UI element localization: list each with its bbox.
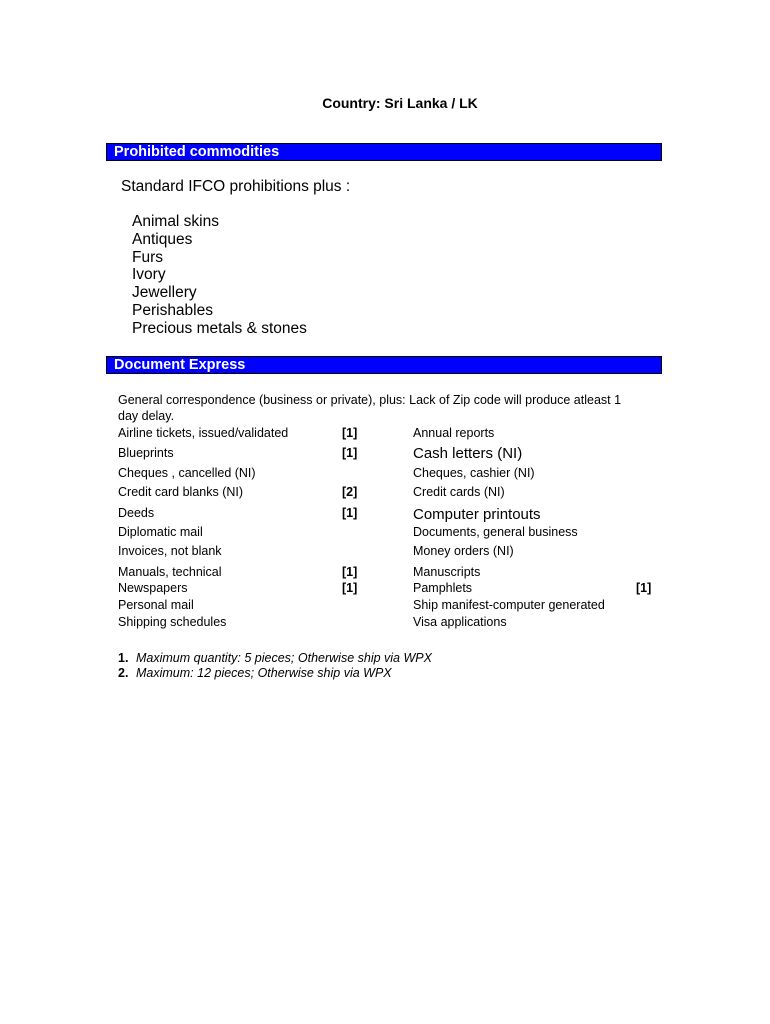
left-item-label: Shipping schedules (118, 615, 227, 629)
list-item: Furs (132, 248, 163, 266)
left-item-label: Deeds (118, 506, 155, 520)
footnote-number: 2. (118, 666, 129, 680)
right-item-label: Cheques, cashier (NI) (413, 466, 535, 480)
left-item-note: [1] (342, 446, 358, 460)
right-item-label: Manuscripts (413, 565, 481, 579)
left-item-label: Blueprints (118, 446, 174, 460)
footnote-text: Maximum: 12 pieces; Otherwise ship via WPX (136, 666, 392, 680)
prohibited-list (132, 213, 307, 338)
page-title: Country: Sri Lanka / LK (322, 95, 478, 111)
left-item-note: [1] (342, 565, 358, 579)
left-item-label: Credit card blanks (NI) (118, 485, 244, 499)
list-item: Jewellery (132, 284, 197, 302)
right-item-label: Computer printouts (413, 506, 541, 523)
left-item-label: Newspapers (118, 581, 188, 595)
prohibited-commodities-heading: Prohibited commodities (106, 143, 662, 161)
left-item-note: [1] (342, 506, 358, 520)
footnote-2 (118, 666, 392, 680)
right-item-label: Cash letters (NI) (413, 445, 523, 462)
document-express-heading: Document Express (106, 356, 662, 374)
list-item: Perishables (132, 301, 213, 319)
left-item-label: Diplomatic mail (118, 525, 203, 539)
left-item-note: [1] (342, 581, 358, 595)
left-item-note: [2] (342, 485, 358, 499)
list-item: Precious metals & stones (132, 319, 307, 337)
right-item-label: Annual reports (413, 426, 495, 440)
general-correspondence-note: General correspondence (business or private), plus: Lack of Zip code will produce atleast 1 day delay. (118, 393, 622, 423)
right-item-note: [1] (636, 581, 652, 595)
left-item-note: [1] (342, 426, 358, 440)
list-item: Ivory (132, 266, 166, 284)
footnote-text: Maximum quantity: 5 pieces; Otherwise ship via WPX (136, 651, 432, 665)
right-item-label: Credit cards (NI) (413, 485, 505, 499)
right-item-label: Documents, general business (413, 525, 578, 539)
right-item-label: Pamphlets (413, 581, 473, 595)
left-item-label: Personal mail (118, 598, 194, 612)
footnote-number: 1. (118, 651, 129, 665)
right-item-label: Ship manifest-computer generated (413, 598, 605, 612)
footnote-1 (118, 651, 432, 665)
left-item-label: Manuals, technical (118, 565, 222, 579)
right-item-label: Visa applications (413, 615, 507, 629)
prohibited-intro: Standard IFCO prohibitions plus : (121, 178, 351, 195)
right-item-label: Money orders (NI) (413, 544, 514, 558)
left-item-label: Invoices, not blank (118, 544, 222, 558)
left-item-label: Cheques , cancelled (NI) (118, 466, 256, 480)
list-item: Animal skins (132, 213, 219, 230)
list-item: Antiques (132, 230, 193, 248)
left-item-label: Airline tickets, issued/validated (118, 426, 289, 440)
